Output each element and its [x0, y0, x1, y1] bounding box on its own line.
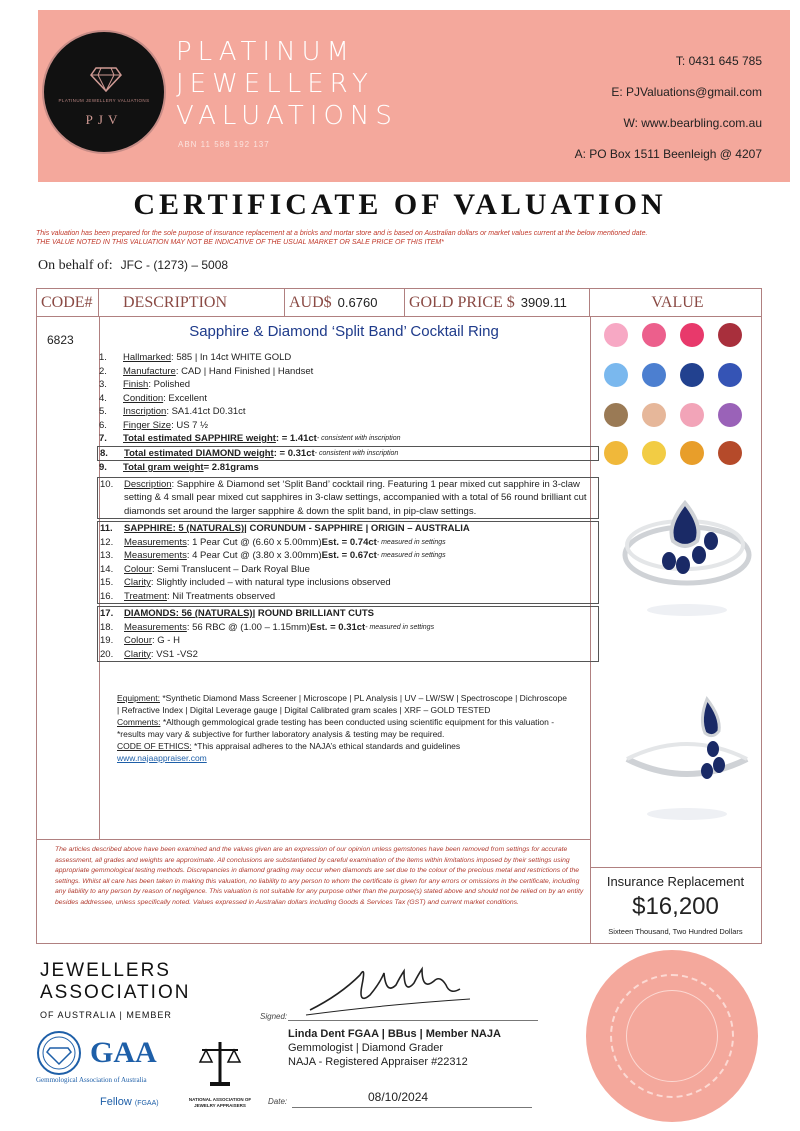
disclaimer-line-2: THE VALUE NOTED IN THIS VALUATION MAY NOT BE INDICATIVE OF THE USUAL MARKET OR SALE PRICE OF THIS ITEM*: [36, 239, 444, 246]
date-value: 08/10/2024: [368, 1090, 429, 1104]
logo-small-text: PLATINUM JEWELLERY VALUATIONS: [58, 98, 150, 103]
brand-line-1: PLATINUM: [176, 37, 355, 67]
comments-line: Comments: *Although gemmological grade testing has been conducted using scientific equipment for this valuation - *results may vary & subjective for further laboratory analysis & testing may be required.: [117, 717, 555, 739]
behalf-label: On behalf of:: [38, 258, 113, 273]
sapphire-section: [97, 521, 599, 604]
brand-line-3: VALUATIONS: [176, 101, 398, 131]
header-value: VALUE: [651, 294, 704, 311]
gaa-logo: [36, 1030, 157, 1084]
list-item: 7. Total estimated SAPPHIRE weight : = 1.41ct - consistent with inscription: [99, 433, 401, 444]
abn-number: ABN 11 588 192 137: [178, 140, 270, 149]
gaa-subtitle: Gemmological Association of Australia: [36, 1076, 147, 1084]
list-item: 15. Clarity : Slightly included – with natural type inclusions observed: [100, 577, 391, 588]
header-code: CODE#: [37, 289, 99, 317]
contact-block: [575, 46, 762, 170]
pjv-logo: [42, 30, 166, 154]
gem-swatch: [604, 363, 628, 387]
gem-swatch: [680, 403, 704, 427]
product-title: Sapphire & Diamond ‘Split Band’ Cocktail Ring: [189, 323, 499, 340]
list-item: 10. Description: Sapphire & Diamond set ‘Split Band’ cocktail ring. Featuring 1 pear mixed cut sapphire in 3-claw setting & 4 small pear mixed cut sapphires in 3-claw settings, accompanied with a total of 56 round brilliant cut diamonds set around the larger sapphire & down the split band, in pip-claw settings.: [97, 477, 599, 520]
list-item: 20. Clarity : VS1 -VS2: [100, 648, 198, 660]
list-item: 11. SAPPHIRE: 5 (NATURALS) | CORUNDUM - SAPPHIRE | ORIGIN – AUSTRALIA: [100, 523, 470, 534]
header-aud: [285, 289, 405, 317]
behalf-value: JFC - (1273) – 5008: [120, 258, 229, 272]
gem-swatch: [680, 363, 704, 387]
item-details: [99, 351, 599, 662]
date-label: Date:: [268, 1097, 288, 1106]
signature-line: [288, 1020, 538, 1021]
legal-disclaimer: The articles described above have been examined and the values given are an expression of our opinion unless gemstones have been removed from settings for accurate assessment, all grades and weights are approximate. All conclusions are substantiated by careful examination of the items within limitations imposed by their settings using appropriate gemmological testing methods. Discrepancies in diamond grading may occur when diamonds are set due to the colour of the precious metal and restrictions of the settings. Whilst all care has been taken in making this valuation, no liability to any person to whom the certificate is given for any errors or omissions in the certificate, including any liability to any person by reason of negligence. This valuation is not suitable for any purpose other than the purpose(s) stated above and should not be relied on by an entity besides addressee, unless specifically noted. Values expressed in Australian dollars including Goods & Services Tax (GST) and current market conditions.: [55, 846, 584, 906]
gem-swatch: [642, 403, 666, 427]
gem-swatch: [718, 323, 742, 347]
gem-swatch: [604, 441, 628, 465]
list-item: 8. Total estimated DIAMOND weight : = 0.31ct - consistent with inscription: [97, 446, 599, 462]
gaa-word: GAA: [90, 1036, 157, 1069]
scales-icon: [198, 1038, 242, 1088]
gem-swatch: [680, 441, 704, 465]
naja-text: NATIONAL ASSOCIATION OF JEWELRY APPRAISERS: [188, 1097, 252, 1108]
aud-label: AUD$: [289, 294, 332, 311]
handwritten-signature: [300, 955, 480, 1025]
aud-value: 0.6760: [337, 295, 378, 310]
header-banner: [38, 10, 790, 182]
diamond-icon: [90, 66, 122, 92]
list-item: 9. Total gram weight = 2.81grams: [99, 462, 259, 473]
brand-line-2: JEWELLERY: [176, 69, 374, 99]
disclaimer: [36, 229, 766, 247]
list-item: 2. Manufacture : CAD | Hand Finished | Handset: [99, 365, 314, 377]
table-header-row: [37, 289, 761, 317]
insurance-words: Sixteen Thousand, Two Hundred Dollars: [608, 927, 743, 936]
brand-name: [176, 36, 398, 132]
seal-inner-ring: [626, 990, 718, 1082]
naja-link[interactable]: www.najaappraiser.com: [117, 753, 207, 763]
list-item: 6. Finger Size : US 7 ½: [99, 419, 209, 431]
row-divider: [37, 839, 590, 840]
list-item: 13. Measurements : 4 Pear Cut @ (3.80 x 3.00mm) Est. = 0.67ct - measured in settings: [100, 550, 446, 561]
list-item: 4. Condition : Excellent: [99, 392, 207, 404]
signed-label: Signed:: [260, 1012, 288, 1021]
gem-swatch: [604, 323, 628, 347]
signer-registration: NAJA - Registered Appraiser #22312: [288, 1056, 468, 1068]
diamond-section: [97, 606, 599, 662]
insurance-amount: $16,200: [632, 893, 719, 920]
equipment-notes: [117, 692, 567, 764]
email-link[interactable]: E: PJValuations@gmail.com: [611, 85, 762, 99]
item-code: 6823: [47, 333, 74, 347]
insurance-label: Insurance Replacement: [606, 874, 745, 889]
list-item: 16. Treatment : Nil Treatments observed: [100, 590, 276, 602]
gem-swatch: [718, 403, 742, 427]
ring-top-view-image: [607, 485, 757, 625]
signer-role: Gemmologist | Diamond Grader: [288, 1042, 444, 1054]
fellow-label: Fellow (FGAA): [100, 1096, 159, 1108]
equipment-line: Equipment: *Synthetic Diamond Mass Screener | Microscope | PL Analysis | UV – LW/SW | Spectroscope | Dichroscope | Refractive Index | Digital Leverage gauge | Digital Calibrated gram scales | XRF – GOLD TESTED: [117, 693, 567, 715]
gold-value: 3909.11: [520, 295, 567, 310]
gem-swatch: [718, 441, 742, 465]
logo-initials: PJV: [85, 112, 123, 127]
list-item: 3. Finish : Polished: [99, 379, 191, 390]
naja-logo: [180, 1038, 260, 1109]
insurance-box: [590, 867, 761, 943]
header-gold-price: [405, 289, 590, 317]
gem-swatch: [642, 441, 666, 465]
embossed-seal: [586, 950, 758, 1122]
list-item: 1. Hallmarked : 585 | In 14ct WHITE GOLD: [99, 352, 292, 363]
gold-label: GOLD PRICE $: [409, 294, 515, 311]
signer-name: Linda Dent FGAA | BBus | Member NAJA: [288, 1028, 501, 1040]
list-item: 19. Colour : G - H: [100, 635, 180, 646]
certificate-title: CERTIFICATE OF VALUATION: [133, 188, 667, 221]
gaa-emblem-icon: [36, 1030, 82, 1076]
signer-block: [288, 1027, 501, 1069]
on-behalf-of: [38, 258, 228, 274]
ring-side-view-image: [607, 689, 757, 829]
phone-text: T: 0431 645 785: [675, 54, 762, 68]
valuation-table: [36, 288, 762, 944]
gem-swatch: [680, 323, 704, 347]
disclaimer-line-1: This valuation has been prepared for the sole purpose of insurance replacement at a bricks and mortar store and is based on Australian dollars or market values current at the below mentioned date.: [36, 230, 648, 237]
list-item: 17. DIAMONDS: 56 (NATURALS) | ROUND BRILLIANT CUTS: [100, 608, 375, 619]
date-line: [292, 1107, 532, 1108]
gem-swatch: [642, 363, 666, 387]
gem-swatch: [718, 363, 742, 387]
address-text: A: PO Box 1511 Beenleigh @ 4207: [574, 147, 762, 161]
header-description: DESCRIPTION: [99, 289, 285, 317]
list-item: 5. Inscription : SA1.41ct D0.31ct: [99, 406, 246, 417]
gem-swatch: [604, 403, 628, 427]
list-item: 12. Measurements : 1 Pear Cut @ (6.60 x 5.00mm) Est. = 0.74ct - measured in settings: [100, 536, 446, 548]
ethics-line: CODE OF ETHICS: *This appraisal adheres to the NAJA’s ethical standards and guidelines: [117, 741, 461, 751]
list-item: 18. Measurements : 56 RBC @ (1.00 – 1.15mm) Est. = 0.31ct - measured in settings: [100, 621, 435, 633]
website-link[interactable]: W: www.bearbling.com.au: [623, 116, 762, 130]
list-item: 14. Colour : Semi Translucent – Dark Royal Blue: [100, 563, 310, 575]
gem-swatch: [642, 323, 666, 347]
jaa-member-logo: JEWELLERS ASSOCIATION OF AUSTRALIA | MEMBER: [40, 960, 191, 1020]
